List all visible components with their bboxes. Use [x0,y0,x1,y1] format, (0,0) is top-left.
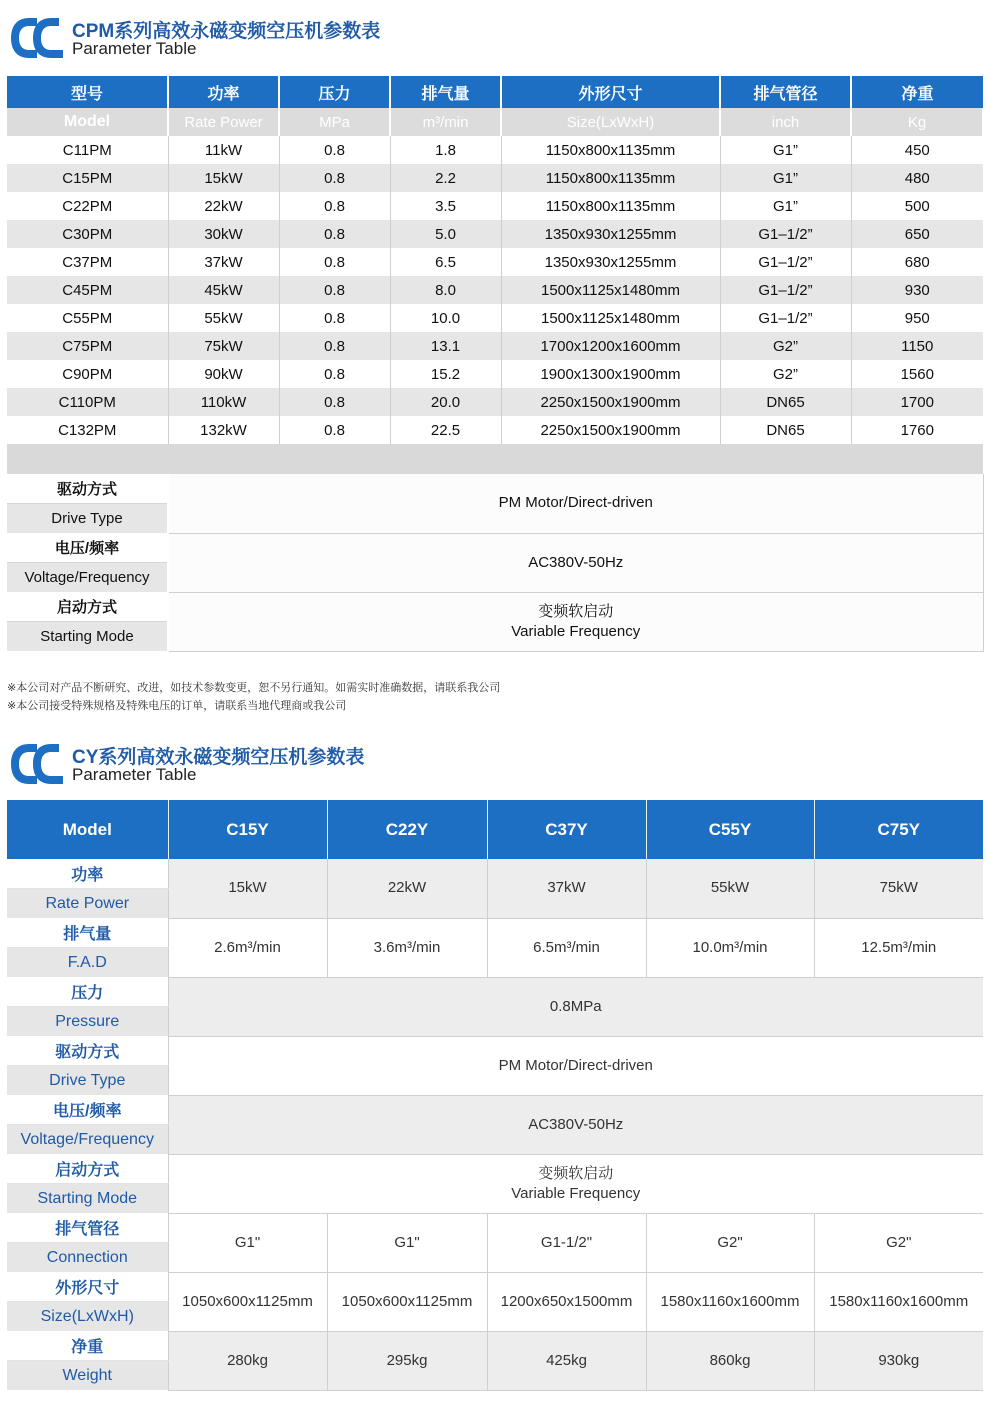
table-cell: C30PM [7,220,168,248]
cy-fad-label-en: F.A.D [7,948,168,978]
cy-connection-value: G2" [646,1213,814,1272]
cy-parameter-table [7,800,983,1391]
table-cell: 0.8 [279,136,390,164]
header-connection: 排气管径 [720,76,851,108]
cy-pressure-row [7,977,983,1007]
table-cell: G1–1/2” [720,276,851,304]
table-row [7,220,983,248]
cy-weight-label-en: Weight [7,1361,168,1391]
table-cell: G2” [720,360,851,388]
cy-size-label-en: Size(LxWxH) [7,1302,168,1332]
table-cell: 110kW [168,388,279,416]
cy-connection-label-en: Connection [7,1243,168,1273]
cy-power-value: 55kW [646,859,814,918]
cy-model: C15Y [168,800,327,859]
cy-fad-value: 12.5m³/min [814,918,983,977]
table-cell: G1–1/2” [720,220,851,248]
cy-drive-label-en: Drive Type [7,1066,168,1096]
cy-power-value: 15kW [168,859,327,918]
table-cell: 1900x1300x1900mm [501,360,720,388]
drive-value: PM Motor/Direct-driven [168,474,983,533]
table-cell: 0.8 [279,220,390,248]
company-logo-icon [7,14,65,60]
cy-model: C22Y [327,800,487,859]
table-cell: 13.1 [390,332,501,360]
cy-size-label-zh: 外形尺寸 [7,1272,168,1302]
table-cell: DN65 [720,416,851,444]
cy-weight-value: 860kg [646,1331,814,1390]
table-cell: 15.2 [390,360,501,388]
table-cell: G1–1/2” [720,304,851,332]
cy-title: CY系列高效永磁变频空压机参数表 [72,747,365,768]
cpm-subtitle: Parameter Table [72,39,197,58]
table-row [7,192,983,220]
company-logo-icon [7,740,65,786]
cy-power-label-zh: 功率 [7,859,168,889]
cpm-parameter-table [7,76,984,652]
cy-header-model: Model [7,800,168,859]
table-cell: 0.8 [279,164,390,192]
table-cell: C22PM [7,192,168,220]
table-cell: 22.5 [390,416,501,444]
starting-value [168,592,983,651]
cy-connection-row [7,1213,983,1243]
table-cell: 0.8 [279,388,390,416]
table-cell: 45kW [168,276,279,304]
cy-drive-value: PM Motor/Direct-driven [168,1036,983,1095]
voltage-value: AC380V-50Hz [168,533,983,592]
cy-subtitle: Parameter Table [72,765,197,784]
table-row [7,164,983,192]
table-cell: 1500x1125x1480mm [501,304,720,332]
voltage-row [7,533,983,563]
table-cell: 1500x1125x1480mm [501,276,720,304]
cy-model: C75Y [814,800,983,859]
cy-connection-value: G2" [814,1213,983,1272]
table-cell: 0.8 [279,276,390,304]
cy-starting-value-en: Variable Frequency [511,1184,641,1202]
cy-weight-value: 280kg [168,1331,327,1390]
table-cell: 15kW [168,164,279,192]
table-cell: 1150x800x1135mm [501,136,720,164]
cy-voltage-value: AC380V-50Hz [168,1095,983,1154]
cy-fad-label-zh: 排气量 [7,918,168,948]
cy-voltage-label-zh: 电压/频率 [7,1095,168,1125]
table-spacer [7,444,983,474]
unit-fad: m³/min [390,108,501,136]
table-cell: C11PM [7,136,168,164]
cy-weight-row [7,1331,983,1361]
table-cell: 0.8 [279,248,390,276]
table-row [7,332,983,360]
table-cell: 680 [851,248,983,276]
cy-weight-label-zh: 净重 [7,1331,168,1361]
table-row [7,248,983,276]
table-cell: 0.8 [279,192,390,220]
table-cell: 6.5 [390,248,501,276]
table-cell: G1” [720,192,851,220]
table-cell: 20.0 [390,388,501,416]
table-cell: C110PM [7,388,168,416]
voltage-label-en: Voltage/Frequency [7,563,168,593]
cy-drive-row [7,1036,983,1066]
table-cell: 950 [851,304,983,332]
cy-size-value: 1200x650x1500mm [487,1272,646,1331]
cpm-header [7,14,997,70]
cy-size-value: 1050x600x1125mm [327,1272,487,1331]
table-cell: 3.5 [390,192,501,220]
table-cell: 0.8 [279,332,390,360]
cy-weight-value: 425kg [487,1331,646,1390]
table-cell: 0.8 [279,304,390,332]
cy-fad-value: 10.0m³/min [646,918,814,977]
table-cell: G2” [720,332,851,360]
drive-row [7,474,983,504]
table-cell: 1760 [851,416,983,444]
table-cell: 37kW [168,248,279,276]
table-cell: 1150x800x1135mm [501,164,720,192]
table-cell: C75PM [7,332,168,360]
table-row [7,388,983,416]
starting-label-zh: 启动方式 [7,592,168,622]
footnotes [7,679,500,715]
unit-pressure: MPa [279,108,390,136]
table-cell: 30kW [168,220,279,248]
table-cell: C90PM [7,360,168,388]
unit-model: Model [7,108,168,136]
starting-label-en: Starting Mode [7,622,168,652]
cy-power-label-en: Rate Power [7,889,168,919]
table-cell: 1.8 [390,136,501,164]
table-cell: G1–1/2” [720,248,851,276]
header-pressure: 压力 [279,76,390,108]
table-cell: 5.0 [390,220,501,248]
table-cell: C45PM [7,276,168,304]
drive-label-zh: 驱动方式 [7,474,168,504]
cy-voltage-row [7,1095,983,1125]
cy-connection-value: G1-1/2" [487,1213,646,1272]
cy-power-row [7,859,983,889]
table-cell: 10.0 [390,304,501,332]
table-cell: 90kW [168,360,279,388]
cy-size-value: 1580x1160x1600mm [814,1272,983,1331]
cy-fad-value: 3.6m³/min [327,918,487,977]
cy-fad-value: 2.6m³/min [168,918,327,977]
table-cell: 2.2 [390,164,501,192]
table-cell: 75kW [168,332,279,360]
table-cell: 132kW [168,416,279,444]
table-cell: 0.8 [279,416,390,444]
table-cell: DN65 [720,388,851,416]
unit-connection: inch [720,108,851,136]
table-row [7,136,983,164]
cy-pressure-label-en: Pressure [7,1007,168,1037]
cy-drive-label-zh: 驱动方式 [7,1036,168,1066]
header-fad: 排气量 [390,76,501,108]
cy-voltage-label-en: Voltage/Frequency [7,1125,168,1155]
table-row [7,416,983,444]
table-cell: 22kW [168,192,279,220]
starting-value-zh: 变频软启动 [538,602,614,620]
cy-starting-label-en: Starting Mode [7,1184,168,1214]
table-cell: 450 [851,136,983,164]
cy-starting-label-zh: 启动方式 [7,1154,168,1184]
header-model: 型号 [7,76,168,108]
cpm-title: CPM系列高效永磁变频空压机参数表 [72,21,381,42]
unit-size: Size(LxWxH) [501,108,720,136]
table-cell: C132PM [7,416,168,444]
unit-power: Rate Power [168,108,279,136]
table-cell: 480 [851,164,983,192]
table-cell: 2250x1500x1900mm [501,416,720,444]
cy-connection-label-zh: 排气管径 [7,1213,168,1243]
table-cell: G1” [720,164,851,192]
cy-fad-value: 6.5m³/min [487,918,646,977]
cy-pressure-value: 0.8MPa [168,977,983,1036]
footnote: ※本公司接受特殊规格及特殊电压的订单，请联系当地代理商或我公司 [7,700,347,712]
cy-pressure-label-zh: 压力 [7,977,168,1007]
footnote: ※本公司对产品不断研究、改进，如技术参数变更，恕不另行通知。如需实时准确数据，请联系我公司 [7,682,501,694]
table-row [7,304,983,332]
header-weight: 净重 [851,76,983,108]
cy-starting-row [7,1154,983,1184]
table-cell: 2250x1500x1900mm [501,388,720,416]
table-cell: 1700x1200x1600mm [501,332,720,360]
cy-power-value: 37kW [487,859,646,918]
table-cell: 1150 [851,332,983,360]
header-row-en [7,108,983,136]
header-power: 功率 [168,76,279,108]
drive-label-en: Drive Type [7,504,168,534]
table-row [7,360,983,388]
table-cell: C15PM [7,164,168,192]
table-cell: 930 [851,276,983,304]
cy-header [7,740,997,796]
table-cell: 1350x930x1255mm [501,248,720,276]
cy-size-row [7,1272,983,1302]
cy-weight-value: 930kg [814,1331,983,1390]
cy-size-value: 1580x1160x1600mm [646,1272,814,1331]
header-row-zh [7,76,983,108]
table-cell: 1350x930x1255mm [501,220,720,248]
table-cell: 1150x800x1135mm [501,192,720,220]
cy-model: C37Y [487,800,646,859]
table-cell: 1700 [851,388,983,416]
cy-power-value: 22kW [327,859,487,918]
table-cell: G1” [720,136,851,164]
cy-connection-value: G1" [327,1213,487,1272]
header-size: 外形尺寸 [501,76,720,108]
table-cell: 650 [851,220,983,248]
cy-size-value: 1050x600x1125mm [168,1272,327,1331]
table-cell: 11kW [168,136,279,164]
cy-connection-value: G1" [168,1213,327,1272]
table-cell: C55PM [7,304,168,332]
cy-header-row [7,800,983,859]
cy-starting-value-zh: 变频软启动 [538,1164,614,1182]
table-cell: 1560 [851,360,983,388]
cy-fad-row [7,918,983,948]
cy-weight-value: 295kg [327,1331,487,1390]
starting-value-en: Variable Frequency [511,622,641,640]
cy-starting-value [168,1154,983,1213]
cy-power-value: 75kW [814,859,983,918]
table-cell: 500 [851,192,983,220]
table-cell: 55kW [168,304,279,332]
starting-row [7,592,983,622]
unit-weight: Kg [851,108,983,136]
table-cell: 8.0 [390,276,501,304]
cy-model: C55Y [646,800,814,859]
table-cell: 0.8 [279,360,390,388]
table-row [7,276,983,304]
voltage-label-zh: 电压/频率 [7,533,168,563]
table-cell: C37PM [7,248,168,276]
